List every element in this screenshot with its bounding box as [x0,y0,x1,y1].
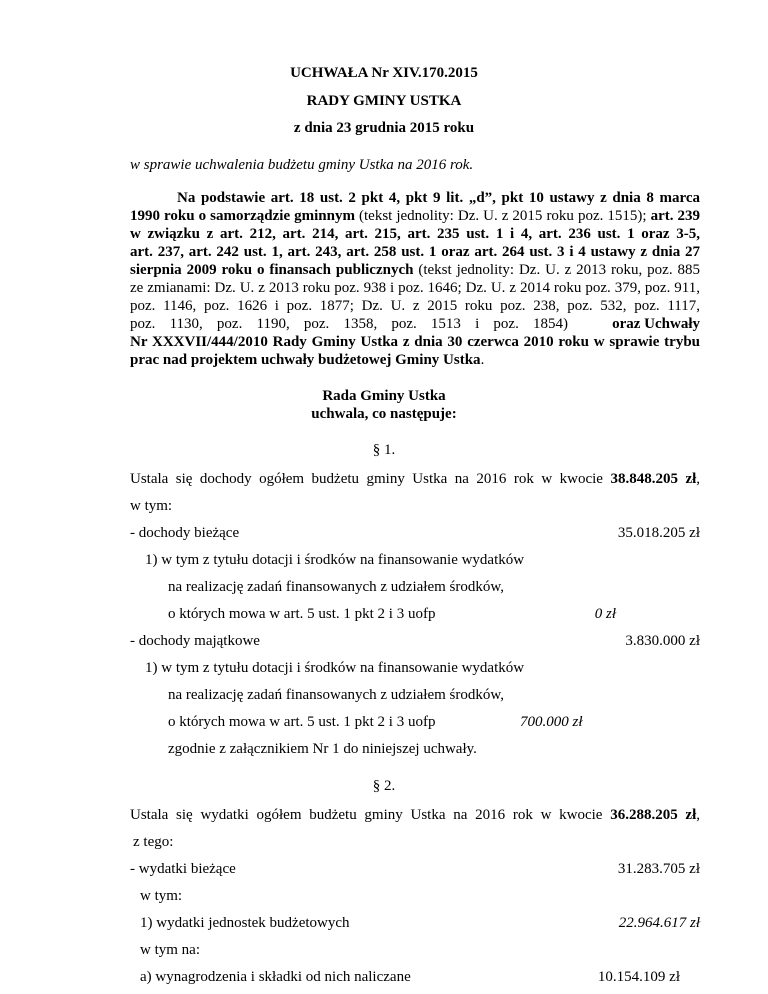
preamble-act-2: art. 239 [646,208,701,224]
section-1-intro-line [130,470,700,488]
salaries-label: a) wynagrodzenia i składki od nich naliczane [140,969,411,985]
current-income-item-3: o których mowa w art. 5 ust. 1 pkt 2 i 3 uofp [168,606,436,622]
current-income-item-value: 0 zł [594,606,616,622]
section-2-wtym: w tym: [140,888,183,904]
section-2-ztego: z tego: [133,834,174,850]
section-2-total: 36.288.205 zł [610,807,697,823]
annex-reference: zgodnie z załącznikiem Nr 1 do niniejszej uchwały. [168,741,477,757]
preamble-line-10 [130,351,484,369]
section-2-intro-line [130,806,700,824]
capital-income-item-3: o których mowa w art. 5 ust. 1 pkt 2 i 3 uofp [168,714,436,730]
preamble-line-8: poz. 1130, poz. 1190, poz. 1358, poz. 1513 i poz. 1854) [130,316,568,332]
capital-income-label: - dochody majątkowe [130,633,260,649]
preamble-line-7: poz. 1146, poz. 1626 i poz. 1877; Dz. U. z 2015 roku poz. 238, poz. 532, poz. 1117, [130,298,700,314]
section-1-intro: Ustala się dochody ogółem budżetu gminy Ustka na 2016 rok w kwocie [130,471,603,487]
current-income-item-2: na realizację zadań finansowanych z udziałem środków, [168,579,504,595]
current-income-item-1: 1) w tym z tytułu dotacji i środków na finansowanie wydatków [145,552,525,568]
preamble-line-3: w związku z art. 212, art. 214, art. 215, art. 235 ust. 1 i 4, art. 236 ust. 1 oraz 3-5, [130,226,700,242]
preamble-act-4: prac nad projektem uchwały budżetowej Gminy Ustka [130,352,481,368]
preamble-act-3: sierpnia 2009 roku o finansach publicznych [130,262,414,278]
resolution-subject: w sprawie uchwalenia budżetu gminy Ustka na 2016 rok. [130,157,474,173]
preamble-line-2 [130,207,700,225]
preamble-line-6: ze zmianami: Dz. U. z 2013 roku poz. 938 i poz. 1646; Dz. U. z 2014 roku poz. 379, poz. 911, [130,280,700,296]
resolution-date: z dnia 23 grudnia 2015 roku [293,120,475,136]
capital-income-item-2: na realizację zadań finansowanych z udziałem środków, [168,687,504,703]
resolution-title: UCHWAŁA Nr XIV.170.2015 [290,65,478,81]
council-resolves-2: uchwala, co następuje: [311,406,457,422]
preamble-line-9: Nr XXXVII/444/2010 Rady Gminy Ustka z dnia 30 czerwca 2010 roku w sprawie trybu [130,334,700,350]
current-income-value: 35.018.205 zł [617,525,700,541]
section-1-total: 38.848.205 zł [610,471,697,487]
section-1-wtym: w tym: [130,498,173,514]
section-2-intro: Ustala się wydatki ogółem budżetu gminy Ustka na 2016 rok w kwocie [130,807,603,823]
council-resolves-1: Rada Gminy Ustka [322,388,446,404]
preamble-resolution-ref: oraz Uchwały [612,316,700,332]
units-expenditure-label: 1) wydatki jednostek budżetowych [140,915,350,931]
salaries-value: 10.154.109 zł [597,969,680,985]
current-expenditure-label: - wydatki bieżące [130,861,236,877]
section-2-heading: § 2. [372,778,396,794]
section-1-heading: § 1. [372,442,396,458]
section-1-total-suffix: , [696,471,701,487]
section-2-wtymna: w tym na: [140,942,200,958]
current-income-label: - dochody bieżące [130,525,240,541]
preamble-line-4: art. 237, art. 242 ust. 1, art. 243, art. 258 ust. 1 oraz art. 264 ust. 3 i 4 ustawy z dnia 27 [130,244,700,260]
capital-income-value: 3.830.000 zł [625,633,700,649]
section-2-total-suffix: , [696,807,700,823]
preamble-line-1: Na podstawie art. 18 ust. 2 pkt 4, pkt 9 lit. „d”, pkt 10 ustawy z dnia 8 marca [177,190,700,206]
current-expenditure-value: 31.283.705 zł [617,861,700,877]
capital-income-item-value: 700.000 zł [520,714,583,730]
council-name: RADY GMINY USTKA [306,93,462,109]
preamble-line-5 [130,261,700,279]
preamble-ref-1: (tekst jednolity: Dz. U. z 2015 roku poz. 1515); [354,208,647,224]
capital-income-item-1: 1) w tym z tytułu dotacji i środków na finansowanie wydatków [145,660,525,676]
units-expenditure-value: 22.964.617 zł [618,915,700,931]
preamble-act-1: 1990 roku o samorządzie gminnym [130,208,355,224]
preamble-ref-2: (tekst jednolity: Dz. U. z 2013 roku, poz. 885 [413,262,700,278]
preamble-end: . [480,352,485,368]
